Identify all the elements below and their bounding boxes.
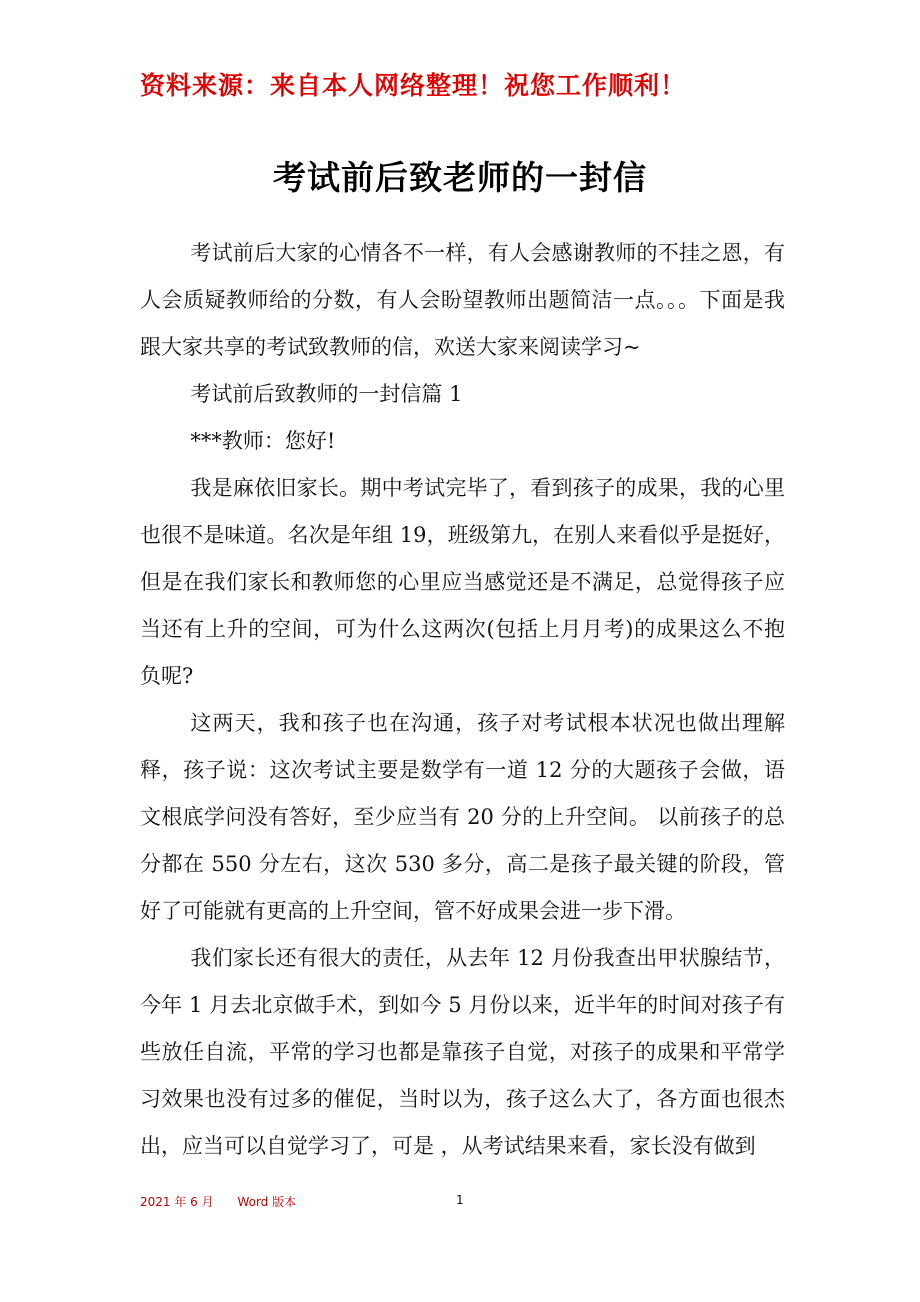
footer-date: 2021 年 6 月 [140, 1195, 214, 1209]
paragraph-salutation: ***教师：您好! [190, 429, 336, 453]
source-header: 资料来源：来自本人网络整理！祝您工作顺利！ [140, 71, 687, 100]
paragraph-subtitle: 考试前后致教师的一封信篇 1 [190, 382, 463, 406]
page-number: 1 [456, 1193, 464, 1207]
paragraph-body-2: 这两天，我和孩子也在沟通，孩子对考试根本状况也做出理解释，孩子说：这次考试主要是数学有一道 12 分的大题孩子会做，语文根底学问没有答好，至少应当有 20 分的上升空间。 以前孩子的总分都在 550 分左右，这次 530 多分，高二是孩子最关键的阶段，管好了可能就有更高的上升空间，管不好成果会进一步下滑。 [140, 711, 785, 923]
page-footer [140, 1193, 316, 1210]
paragraph-intro: 考试前后大家的心情各不一样，有人会感谢教师的不挂之恩，有人会质疑教师给的分数，有人会盼望教师出题简洁一点。。。下面是我跟大家共享的考试致教师的信，欢送大家来阅读学习~ [140, 241, 785, 359]
footer-version: Word 版本 [237, 1195, 297, 1209]
document-title: 考试前后致老师的一封信 [273, 158, 647, 197]
paragraph-body-3: 我们家长还有很大的责任，从去年 12 月份我查出甲状腺结节，今年 1 月去北京做手术，到如今 5 月份以来，近半年的时间对孩子有些放任自流，平常的学习也都是靠孩子自觉，对孩子的成果和平常学习效果也没有过多的催促，当时以为，孩子这么大了，各方面也很杰出，应当可以自觉学习了，可是 ，从考试结果来看，家长没有做到 [140, 946, 785, 1158]
document-body [140, 230, 785, 1170]
paragraph-body-1: 我是麻依旧家长。期中考试完毕了，看到孩子的成果，我的心里也很不是味道。名次是年组 19，班级第九，在别人来看似乎是挺好，但是在我们家长和教师您的心里应当感觉还是不满足，总觉得孩子应当还有上升的空间，可为什么这两次(包括上月月考)的成果这么不抱负呢? [140, 476, 785, 688]
